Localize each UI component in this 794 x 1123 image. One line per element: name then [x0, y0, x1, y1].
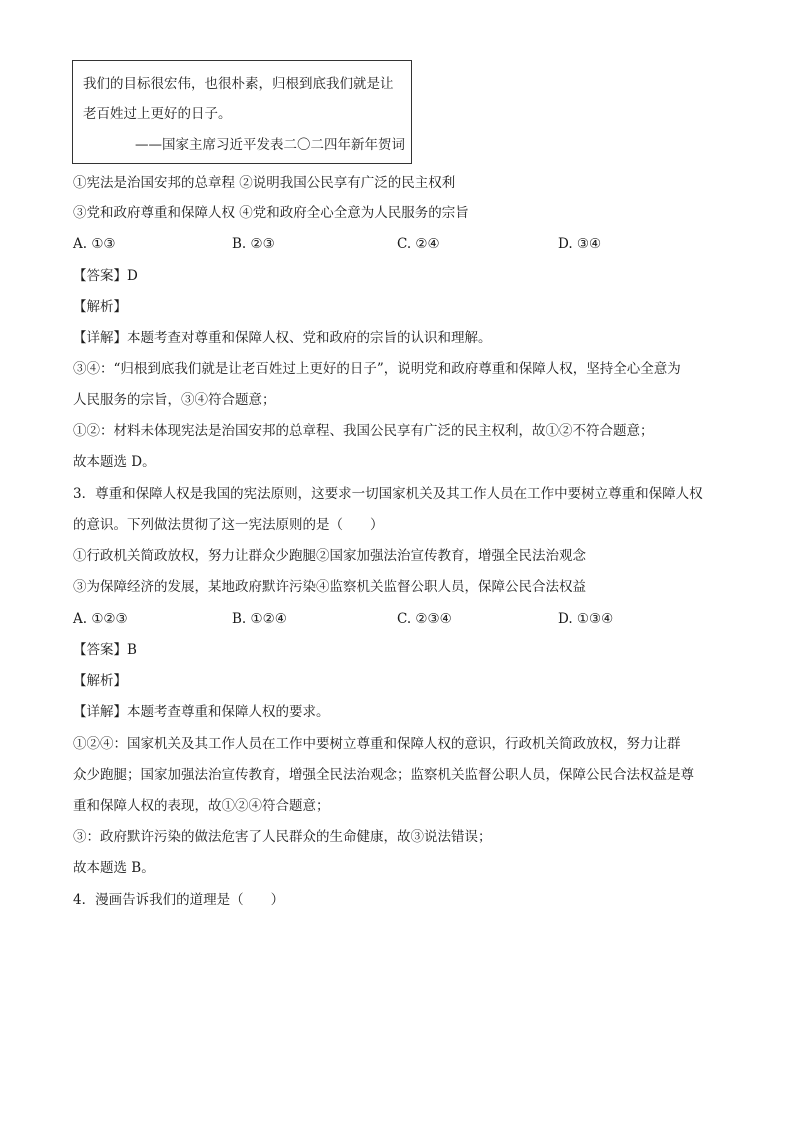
q3-conclusion: 故本题选 B。: [73, 860, 155, 876]
q2-option-d: D. ③④: [558, 236, 602, 252]
quote-box: [72, 60, 412, 164]
q3-option-d: D. ①③④: [558, 611, 614, 627]
q3-analysis-label: 【解析】: [73, 673, 127, 689]
q4-stem: 4．漫画告诉我们的道理是（ ）: [73, 892, 285, 908]
q2-conclusion: 故本题选 D。: [73, 454, 156, 470]
q2-detail: 【详解】本题考查对尊重和保障人权、党和政府的宗旨的认识和理解。: [73, 330, 492, 346]
q2-option-b: B. ②③: [232, 236, 275, 252]
q3-statement-line-1: ①行政机关简政放权，努力让群众少跑腿②国家加强法治宣传教育，增强全民法治观念: [73, 548, 586, 564]
q3-answer: 【答案】B: [73, 642, 137, 658]
q3-statement-line-2: ③为保障经济的发展，某地政府默许污染④监察机关监督公职人员，保障公民合法权益: [73, 579, 586, 595]
quote-source: ——国家主席习近平发表二〇二四年新年贺词: [135, 137, 405, 153]
q2-analysis-label: 【解析】: [73, 299, 127, 315]
q3-option-b: B. ①②④: [232, 611, 287, 627]
q2-option-c: C. ②④: [397, 236, 440, 252]
q2-answer: 【答案】D: [73, 268, 138, 284]
q2-statement-line-2: ③党和政府尊重和保障人权 ④党和政府全心全意为人民服务的宗旨: [73, 205, 469, 221]
q2-para1-line-2: 人民服务的宗旨，③④符合题意；: [73, 392, 276, 408]
quote-line-2: 老百姓过上更好的日子。: [83, 106, 232, 122]
quote-line-1: 我们的目标很宏伟，也很朴素，归根到底我们就是让: [83, 76, 394, 92]
q2-para1-line-1: ③④：“归根到底我们就是让老百姓过上更好的日子”，说明党和政府尊重和保障人权，坚持全心全意为: [73, 361, 681, 377]
q3-detail: 【详解】本题考查尊重和保障人权的要求。: [73, 704, 330, 720]
q3-option-a: A. ①②③: [73, 611, 128, 627]
q2-para2: ①②：材料未体现宪法是治国安邦的总章程、我国公民享有广泛的民主权利，故①②不符合题意；: [73, 423, 654, 439]
q2-statement-line-1: ①宪法是治国安邦的总章程 ②说明我国公民享有广泛的民主权利: [73, 175, 456, 191]
q3-stem-line-1: 3．尊重和保障人权是我国的宪法原则，这要求一切国家机关及其工作人员在工作中要树立尊重和保障人权: [73, 486, 703, 502]
q3-stem-line-2: 的意识。下列做法贯彻了这一宪法原则的是（ ）: [73, 517, 384, 533]
q3-para1-line-2: 众少跑腿；国家加强法治宣传教育，增强全民法治观念；监察机关监督公职人员，保障公民合法权益是尊: [73, 767, 694, 783]
q3-para1-line-1: ①②④：国家机关及其工作人员在工作中要树立尊重和保障人权的意识，行政机关简政放权，努力让群: [73, 736, 681, 752]
q2-option-a: A. ①③: [73, 236, 116, 252]
q3-para1-line-3: 重和保障人权的表现，故①②④符合题意；: [73, 798, 330, 814]
q3-para2: ③：政府默许污染的做法危害了人民群众的生命健康，故③说法错误；: [73, 829, 492, 845]
q3-option-c: C. ②③④: [397, 611, 452, 627]
